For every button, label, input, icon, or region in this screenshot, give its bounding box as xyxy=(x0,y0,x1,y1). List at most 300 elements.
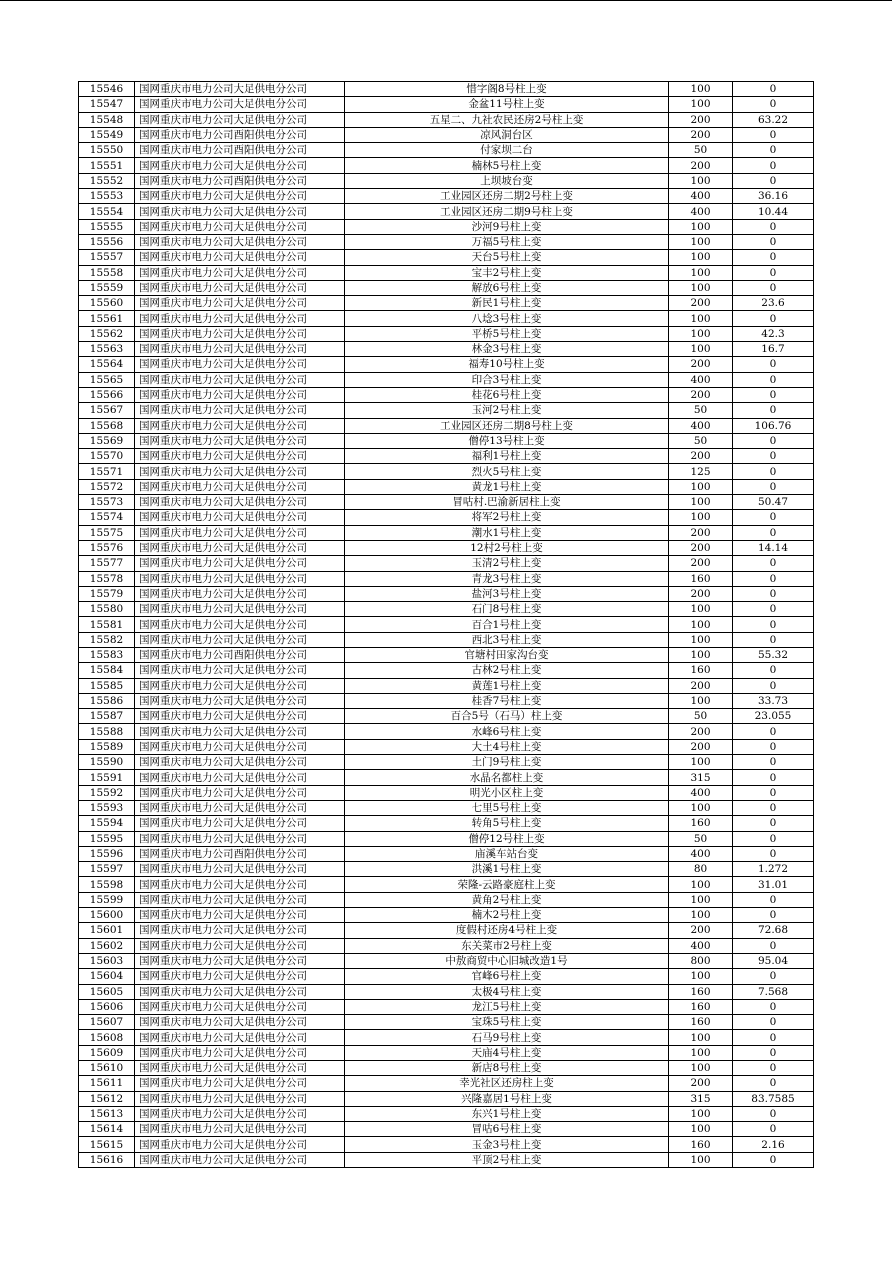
load-cell: 0 xyxy=(733,969,814,984)
table-row xyxy=(79,632,814,647)
load-cell: 0 xyxy=(733,571,814,586)
row-id-cell: 15546 xyxy=(79,82,135,97)
transformer-name-cell: 平顶2号柱上变 xyxy=(345,1152,669,1167)
load-cell: 0 xyxy=(733,464,814,479)
capacity-cell: 200 xyxy=(669,556,733,571)
table-row xyxy=(79,785,814,800)
row-id-cell: 15569 xyxy=(79,433,135,448)
load-cell: 72.68 xyxy=(733,923,814,938)
table-row xyxy=(79,739,814,754)
table-row xyxy=(79,571,814,586)
row-id-cell: 15584 xyxy=(79,663,135,678)
row-id-cell: 15595 xyxy=(79,831,135,846)
transformer-name-cell: 官塘村田家沟台变 xyxy=(345,647,669,662)
load-cell: 31.01 xyxy=(733,877,814,892)
table-row xyxy=(79,112,814,127)
load-cell: 0 xyxy=(733,387,814,402)
table-row xyxy=(79,556,814,571)
load-cell: 0 xyxy=(733,586,814,601)
company-cell: 国网重庆市电力公司大足供电分公司 xyxy=(135,311,345,326)
capacity-cell: 100 xyxy=(669,326,733,341)
company-cell: 国网重庆市电力公司大足供电分公司 xyxy=(135,1076,345,1091)
table-row xyxy=(79,387,814,402)
row-id-cell: 15553 xyxy=(79,189,135,204)
company-cell: 国网重庆市电力公司大足供电分公司 xyxy=(135,296,345,311)
load-cell: 16.7 xyxy=(733,342,814,357)
table-row xyxy=(79,296,814,311)
capacity-cell: 100 xyxy=(669,632,733,647)
table-row xyxy=(79,525,814,540)
row-id-cell: 15576 xyxy=(79,540,135,555)
company-cell: 国网重庆市电力公司酉阳供电分公司 xyxy=(135,647,345,662)
transformer-name-cell: 八埝3号柱上变 xyxy=(345,311,669,326)
company-cell: 国网重庆市电力公司大足供电分公司 xyxy=(135,632,345,647)
load-cell: 106.76 xyxy=(733,418,814,433)
table-row xyxy=(79,449,814,464)
transformer-name-cell: 工业园区还房二期9号柱上变 xyxy=(345,204,669,219)
transformer-name-cell: 工业园区还房二期8号柱上变 xyxy=(345,418,669,433)
table-row xyxy=(79,265,814,280)
load-cell: 0 xyxy=(733,831,814,846)
load-cell: 0 xyxy=(733,602,814,617)
capacity-cell: 200 xyxy=(669,449,733,464)
capacity-cell: 50 xyxy=(669,143,733,158)
transformer-name-cell: 太极4号柱上变 xyxy=(345,984,669,999)
table-row xyxy=(79,846,814,861)
capacity-cell: 100 xyxy=(669,1045,733,1060)
capacity-cell: 315 xyxy=(669,1091,733,1106)
capacity-cell: 100 xyxy=(669,693,733,708)
transformer-name-cell: 七里5号柱上变 xyxy=(345,800,669,815)
transformer-name-cell: 冒咕村.巴渝新居柱上变 xyxy=(345,495,669,510)
load-cell: 0 xyxy=(733,846,814,861)
table-row xyxy=(79,342,814,357)
capacity-cell: 800 xyxy=(669,953,733,968)
load-cell: 0 xyxy=(733,265,814,280)
company-cell: 国网重庆市电力公司大足供电分公司 xyxy=(135,189,345,204)
row-id-cell: 15585 xyxy=(79,678,135,693)
load-cell: 0 xyxy=(733,1122,814,1137)
transformer-name-cell: 桂花6号柱上变 xyxy=(345,387,669,402)
capacity-cell: 100 xyxy=(669,800,733,815)
row-id-cell: 15611 xyxy=(79,1076,135,1091)
load-cell: 0 xyxy=(733,234,814,249)
row-id-cell: 15598 xyxy=(79,877,135,892)
capacity-cell: 315 xyxy=(669,770,733,785)
transformer-name-cell: 玉河2号柱上变 xyxy=(345,403,669,418)
table-row xyxy=(79,816,814,831)
load-cell: 0 xyxy=(733,433,814,448)
load-cell: 0 xyxy=(733,556,814,571)
row-id-cell: 15556 xyxy=(79,234,135,249)
row-id-cell: 15579 xyxy=(79,586,135,601)
capacity-cell: 160 xyxy=(669,663,733,678)
table-row xyxy=(79,1122,814,1137)
company-cell: 国网重庆市电力公司大足供电分公司 xyxy=(135,755,345,770)
row-id-cell: 15562 xyxy=(79,326,135,341)
table-row xyxy=(79,923,814,938)
company-cell: 国网重庆市电力公司大足供电分公司 xyxy=(135,999,345,1014)
company-cell: 国网重庆市电力公司大足供电分公司 xyxy=(135,1106,345,1121)
row-id-cell: 15610 xyxy=(79,1061,135,1076)
load-cell: 83.7585 xyxy=(733,1091,814,1106)
row-id-cell: 15616 xyxy=(79,1152,135,1167)
load-cell: 0 xyxy=(733,938,814,953)
load-cell: 7.568 xyxy=(733,984,814,999)
company-cell: 国网重庆市电力公司大足供电分公司 xyxy=(135,602,345,617)
transformer-name-cell: 12村2号柱上变 xyxy=(345,540,669,555)
transformer-name-cell: 石门8号柱上变 xyxy=(345,602,669,617)
row-id-cell: 15564 xyxy=(79,357,135,372)
transformer-name-cell: 僧停13号柱上变 xyxy=(345,433,669,448)
capacity-cell: 200 xyxy=(669,158,733,173)
capacity-cell: 200 xyxy=(669,923,733,938)
capacity-cell: 100 xyxy=(669,969,733,984)
table-row xyxy=(79,173,814,188)
transformer-name-cell: 将军2号柱上变 xyxy=(345,510,669,525)
capacity-cell: 160 xyxy=(669,571,733,586)
row-id-cell: 15577 xyxy=(79,556,135,571)
company-cell: 国网重庆市电力公司大足供电分公司 xyxy=(135,724,345,739)
transformer-name-cell: 水峰6号柱上变 xyxy=(345,724,669,739)
company-cell: 国网重庆市电力公司大足供电分公司 xyxy=(135,510,345,525)
company-cell: 国网重庆市电力公司大足供电分公司 xyxy=(135,892,345,907)
table-row xyxy=(79,602,814,617)
company-cell: 国网重庆市电力公司大足供电分公司 xyxy=(135,158,345,173)
company-cell: 国网重庆市电力公司大足供电分公司 xyxy=(135,449,345,464)
capacity-cell: 100 xyxy=(669,755,733,770)
load-cell: 0 xyxy=(733,372,814,387)
transformer-name-cell: 兴隆嘉居1号柱上变 xyxy=(345,1091,669,1106)
company-cell: 国网重庆市电力公司酉阳供电分公司 xyxy=(135,846,345,861)
transformer-name-cell: 水晶名都柱上变 xyxy=(345,770,669,785)
row-id-cell: 15587 xyxy=(79,709,135,724)
row-id-cell: 15548 xyxy=(79,112,135,127)
load-cell: 0 xyxy=(733,999,814,1014)
row-id-cell: 15561 xyxy=(79,311,135,326)
company-cell: 国网重庆市电力公司大足供电分公司 xyxy=(135,326,345,341)
row-id-cell: 15552 xyxy=(79,173,135,188)
table-row xyxy=(79,219,814,234)
table-row xyxy=(79,189,814,204)
capacity-cell: 100 xyxy=(669,892,733,907)
row-id-cell: 15574 xyxy=(79,510,135,525)
row-id-cell: 15604 xyxy=(79,969,135,984)
row-id-cell: 15601 xyxy=(79,923,135,938)
company-cell: 国网重庆市电力公司大足供电分公司 xyxy=(135,342,345,357)
table-row xyxy=(79,709,814,724)
table-row xyxy=(79,938,814,953)
row-id-cell: 15570 xyxy=(79,449,135,464)
table-row xyxy=(79,540,814,555)
company-cell: 国网重庆市电力公司大足供电分公司 xyxy=(135,953,345,968)
capacity-cell: 100 xyxy=(669,1061,733,1076)
load-cell: 0 xyxy=(733,1030,814,1045)
row-id-cell: 15563 xyxy=(79,342,135,357)
transformer-name-cell: 平桥5号柱上变 xyxy=(345,326,669,341)
capacity-cell: 100 xyxy=(669,908,733,923)
company-cell: 国网重庆市电力公司大足供电分公司 xyxy=(135,617,345,632)
row-id-cell: 15599 xyxy=(79,892,135,907)
capacity-cell: 200 xyxy=(669,678,733,693)
transformer-name-cell: 东兴1号柱上变 xyxy=(345,1106,669,1121)
load-cell: 0 xyxy=(733,892,814,907)
row-id-cell: 15554 xyxy=(79,204,135,219)
transformer-name-cell: 官峰6号柱上变 xyxy=(345,969,669,984)
company-cell: 国网重庆市电力公司大足供电分公司 xyxy=(135,1030,345,1045)
transformer-name-cell: 万福5号柱上变 xyxy=(345,234,669,249)
load-cell: 0 xyxy=(733,357,814,372)
company-cell: 国网重庆市电力公司大足供电分公司 xyxy=(135,923,345,938)
table-row xyxy=(79,693,814,708)
table-row xyxy=(79,953,814,968)
company-cell: 国网重庆市电力公司大足供电分公司 xyxy=(135,586,345,601)
load-cell: 0 xyxy=(733,127,814,142)
capacity-cell: 160 xyxy=(669,816,733,831)
capacity-cell: 160 xyxy=(669,1137,733,1152)
load-cell: 0 xyxy=(733,1061,814,1076)
company-cell: 国网重庆市电力公司大足供电分公司 xyxy=(135,112,345,127)
row-id-cell: 15608 xyxy=(79,1030,135,1045)
capacity-cell: 100 xyxy=(669,877,733,892)
load-cell: 23.055 xyxy=(733,709,814,724)
table-row xyxy=(79,969,814,984)
company-cell: 国网重庆市电力公司大足供电分公司 xyxy=(135,938,345,953)
transformer-name-cell: 僧停12号柱上变 xyxy=(345,831,669,846)
load-cell: 0 xyxy=(733,1106,814,1121)
row-id-cell: 15559 xyxy=(79,280,135,295)
load-cell: 0 xyxy=(733,525,814,540)
table-row xyxy=(79,831,814,846)
table-row xyxy=(79,127,814,142)
load-cell: 0 xyxy=(733,800,814,815)
company-cell: 国网重庆市电力公司大足供电分公司 xyxy=(135,204,345,219)
company-cell: 国网重庆市电力公司酉阳供电分公司 xyxy=(135,127,345,142)
table-row xyxy=(79,495,814,510)
table-row xyxy=(79,311,814,326)
row-id-cell: 15555 xyxy=(79,219,135,234)
row-id-cell: 15592 xyxy=(79,785,135,800)
transformer-name-cell: 桂香7号柱上变 xyxy=(345,693,669,708)
capacity-cell: 80 xyxy=(669,862,733,877)
company-cell: 国网重庆市电力公司大足供电分公司 xyxy=(135,495,345,510)
row-id-cell: 15549 xyxy=(79,127,135,142)
row-id-cell: 15597 xyxy=(79,862,135,877)
capacity-cell: 100 xyxy=(669,1122,733,1137)
company-cell: 国网重庆市电力公司大足供电分公司 xyxy=(135,816,345,831)
load-cell: 0 xyxy=(733,770,814,785)
load-cell: 55.32 xyxy=(733,647,814,662)
company-cell: 国网重庆市电力公司大足供电分公司 xyxy=(135,403,345,418)
capacity-cell: 100 xyxy=(669,1106,733,1121)
transformer-name-cell: 百合1号柱上变 xyxy=(345,617,669,632)
company-cell: 国网重庆市电力公司酉阳供电分公司 xyxy=(135,143,345,158)
transformer-name-cell: 明光小区柱上变 xyxy=(345,785,669,800)
table-row xyxy=(79,1061,814,1076)
table-row xyxy=(79,357,814,372)
load-cell: 0 xyxy=(733,1076,814,1091)
company-cell: 国网重庆市电力公司大足供电分公司 xyxy=(135,663,345,678)
table-row xyxy=(79,143,814,158)
transformer-name-cell: 百合5号（石马）柱上变 xyxy=(345,709,669,724)
company-cell: 国网重庆市电力公司大足供电分公司 xyxy=(135,540,345,555)
row-id-cell: 15581 xyxy=(79,617,135,632)
row-id-cell: 15560 xyxy=(79,296,135,311)
table-row xyxy=(79,326,814,341)
transformer-name-cell: 幸光社区还房柱上变 xyxy=(345,1076,669,1091)
table-row xyxy=(79,892,814,907)
load-cell: 0 xyxy=(733,739,814,754)
capacity-cell: 200 xyxy=(669,540,733,555)
load-cell: 0 xyxy=(733,755,814,770)
transformer-name-cell: 解放6号柱上变 xyxy=(345,280,669,295)
company-cell: 国网重庆市电力公司大足供电分公司 xyxy=(135,908,345,923)
capacity-cell: 100 xyxy=(669,495,733,510)
transformer-name-cell: 庙溪车站台变 xyxy=(345,846,669,861)
row-id-cell: 15551 xyxy=(79,158,135,173)
row-id-cell: 15567 xyxy=(79,403,135,418)
capacity-cell: 160 xyxy=(669,984,733,999)
load-cell: 0 xyxy=(733,510,814,525)
load-cell: 0 xyxy=(733,678,814,693)
load-cell: 0 xyxy=(733,908,814,923)
table-row xyxy=(79,663,814,678)
capacity-cell: 200 xyxy=(669,387,733,402)
table-row xyxy=(79,372,814,387)
load-cell: 0 xyxy=(733,219,814,234)
transformer-name-cell: 黄角2号柱上变 xyxy=(345,892,669,907)
load-cell: 63.22 xyxy=(733,112,814,127)
company-cell: 国网重庆市电力公司大足供电分公司 xyxy=(135,525,345,540)
capacity-cell: 100 xyxy=(669,82,733,97)
company-cell: 国网重庆市电力公司大足供电分公司 xyxy=(135,877,345,892)
table-row xyxy=(79,204,814,219)
table-row xyxy=(79,678,814,693)
table-row xyxy=(79,755,814,770)
capacity-cell: 200 xyxy=(669,739,733,754)
table-row xyxy=(79,234,814,249)
capacity-cell: 100 xyxy=(669,311,733,326)
capacity-cell: 400 xyxy=(669,938,733,953)
table-row xyxy=(79,999,814,1014)
company-cell: 国网重庆市电力公司大足供电分公司 xyxy=(135,1137,345,1152)
company-cell: 国网重庆市电力公司大足供电分公司 xyxy=(135,250,345,265)
row-id-cell: 15600 xyxy=(79,908,135,923)
transformer-name-cell: 黄龙1号柱上变 xyxy=(345,479,669,494)
row-id-cell: 15615 xyxy=(79,1137,135,1152)
row-id-cell: 15607 xyxy=(79,1015,135,1030)
row-id-cell: 15573 xyxy=(79,495,135,510)
table-row xyxy=(79,1152,814,1167)
company-cell: 国网重庆市电力公司大足供电分公司 xyxy=(135,1091,345,1106)
table-row xyxy=(79,1106,814,1121)
table-row xyxy=(79,464,814,479)
capacity-cell: 100 xyxy=(669,647,733,662)
transformer-name-cell: 天庙4号柱上变 xyxy=(345,1045,669,1060)
transformer-name-cell: 林金3号柱上变 xyxy=(345,342,669,357)
capacity-cell: 125 xyxy=(669,464,733,479)
load-cell: 0 xyxy=(733,632,814,647)
row-id-cell: 15588 xyxy=(79,724,135,739)
transformer-name-cell: 沙河9号柱上变 xyxy=(345,219,669,234)
load-cell: 42.3 xyxy=(733,326,814,341)
table-row xyxy=(79,403,814,418)
company-cell: 国网重庆市电力公司大足供电分公司 xyxy=(135,800,345,815)
row-id-cell: 15602 xyxy=(79,938,135,953)
transformer-name-cell: 转角5号柱上变 xyxy=(345,816,669,831)
company-cell: 国网重庆市电力公司大足供电分公司 xyxy=(135,1122,345,1137)
transformer-name-cell: 大土4号柱上变 xyxy=(345,739,669,754)
transformer-name-cell: 东关菜市2号柱上变 xyxy=(345,938,669,953)
capacity-cell: 400 xyxy=(669,846,733,861)
row-id-cell: 15612 xyxy=(79,1091,135,1106)
load-cell: 0 xyxy=(733,785,814,800)
transformer-name-cell: 玉金3号柱上变 xyxy=(345,1137,669,1152)
load-cell: 33.73 xyxy=(733,693,814,708)
load-cell: 0 xyxy=(733,97,814,112)
transformer-name-cell: 宝丰2号柱上变 xyxy=(345,265,669,280)
row-id-cell: 15580 xyxy=(79,602,135,617)
capacity-cell: 100 xyxy=(669,173,733,188)
transformer-name-cell: 洪溪1号柱上变 xyxy=(345,862,669,877)
transformer-name-cell: 石马9号柱上变 xyxy=(345,1030,669,1045)
company-cell: 国网重庆市电力公司大足供电分公司 xyxy=(135,1045,345,1060)
capacity-cell: 100 xyxy=(669,97,733,112)
table-row xyxy=(79,479,814,494)
load-cell: 0 xyxy=(733,1015,814,1030)
load-cell: 23.6 xyxy=(733,296,814,311)
row-id-cell: 15583 xyxy=(79,647,135,662)
load-cell: 0 xyxy=(733,1045,814,1060)
row-id-cell: 15550 xyxy=(79,143,135,158)
row-id-cell: 15613 xyxy=(79,1106,135,1121)
transformer-name-cell: 惜字阁8号柱上变 xyxy=(345,82,669,97)
load-cell: 0 xyxy=(733,663,814,678)
table-row xyxy=(79,82,814,97)
capacity-cell: 400 xyxy=(669,189,733,204)
table-row xyxy=(79,433,814,448)
capacity-cell: 100 xyxy=(669,617,733,632)
company-cell: 国网重庆市电力公司大足供电分公司 xyxy=(135,1015,345,1030)
table-row xyxy=(79,908,814,923)
row-id-cell: 15566 xyxy=(79,387,135,402)
table-row xyxy=(79,158,814,173)
transformer-name-cell: 凉风洞台区 xyxy=(345,127,669,142)
capacity-cell: 200 xyxy=(669,296,733,311)
table-body xyxy=(79,82,814,1168)
company-cell: 国网重庆市电力公司大足供电分公司 xyxy=(135,219,345,234)
transformer-name-cell: 土门9号柱上变 xyxy=(345,755,669,770)
transformer-name-cell: 新店8号柱上变 xyxy=(345,1061,669,1076)
company-cell: 国网重庆市电力公司大足供电分公司 xyxy=(135,418,345,433)
transformer-name-cell: 潮水1号柱上变 xyxy=(345,525,669,540)
row-id-cell: 15589 xyxy=(79,739,135,754)
company-cell: 国网重庆市电力公司大足供电分公司 xyxy=(135,831,345,846)
load-cell: 14.14 xyxy=(733,540,814,555)
load-cell: 2.16 xyxy=(733,1137,814,1152)
table-row xyxy=(79,1137,814,1152)
table-row xyxy=(79,97,814,112)
row-id-cell: 15596 xyxy=(79,846,135,861)
row-id-cell: 15603 xyxy=(79,953,135,968)
company-cell: 国网重庆市电力公司大足供电分公司 xyxy=(135,969,345,984)
company-cell: 国网重庆市电力公司大足供电分公司 xyxy=(135,984,345,999)
table-row xyxy=(79,418,814,433)
table-row xyxy=(79,877,814,892)
company-cell: 国网重庆市电力公司大足供电分公司 xyxy=(135,234,345,249)
company-cell: 国网重庆市电力公司大足供电分公司 xyxy=(135,372,345,387)
transformer-name-cell: 天台5号柱上变 xyxy=(345,250,669,265)
